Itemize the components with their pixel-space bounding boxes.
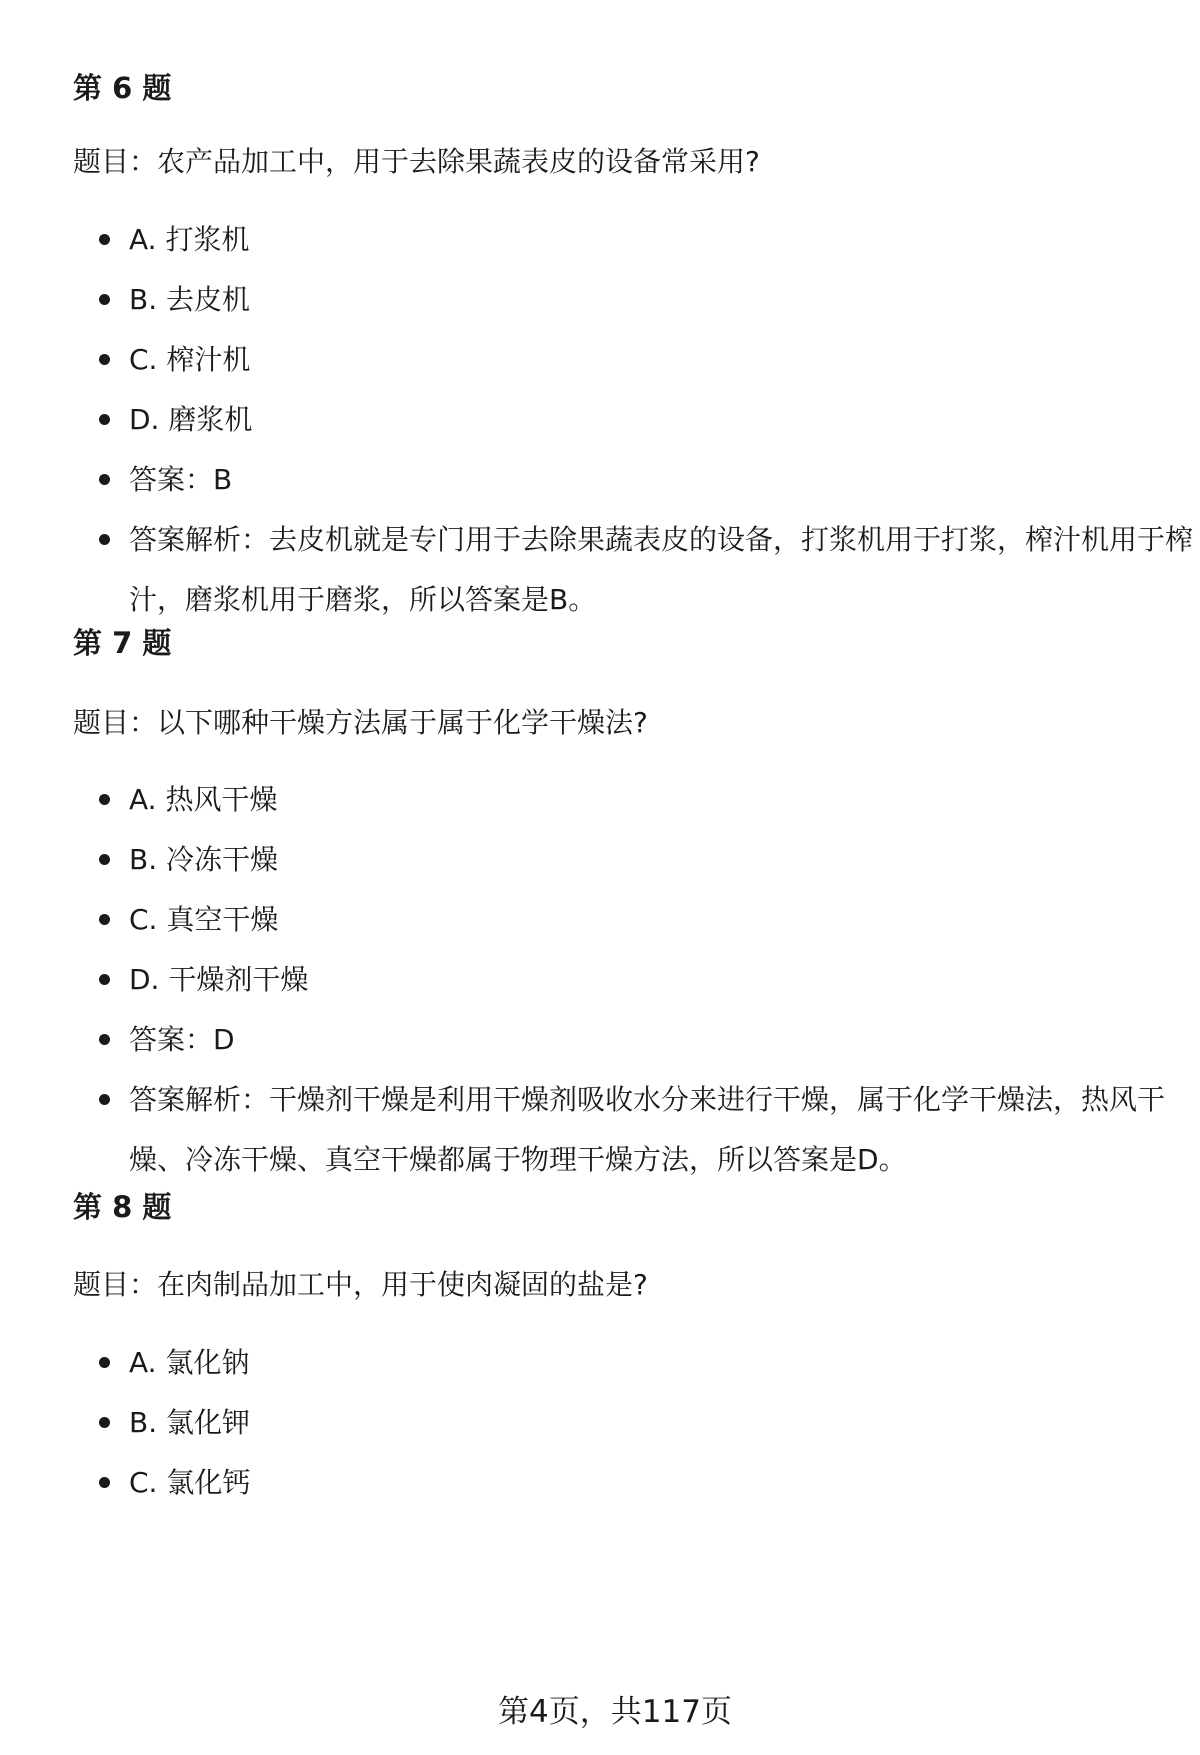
bullet-icon: [99, 354, 110, 365]
bullet-icon: [99, 1034, 110, 1045]
option-b: B. 去皮机: [73, 270, 1153, 330]
page-footer: 第4页，共117页: [498, 1694, 732, 1730]
question-8-options: [73, 1333, 1153, 1513]
question-8-heading: 第 8 题: [73, 1190, 172, 1224]
bullet-icon: [99, 534, 110, 545]
option-c: C. 真空干燥: [73, 890, 1153, 950]
option-c: C. 榨汁机: [73, 330, 1153, 390]
option-b: B. 冷冻干燥: [73, 830, 1153, 890]
bullet-icon: [99, 474, 110, 485]
option-a: A. 打浆机: [73, 210, 1153, 270]
bullet-icon: [99, 1094, 110, 1105]
bullet-icon: [99, 974, 110, 985]
question-6-heading: 第 6 题: [73, 71, 172, 105]
answer: 答案：D: [73, 1010, 1153, 1070]
option-c: C. 氯化钙: [73, 1453, 1153, 1513]
question-8-stem: 题目：在肉制品加工中，用于使肉凝固的盐是?: [73, 1268, 648, 1301]
bullet-icon: [99, 1417, 110, 1428]
answer-explanation: 答案解析：干燥剂干燥是利用干燥剂吸收水分来进行干燥，属于化学干燥法，热风干燥、冷冻干燥、真空干燥都属于物理干燥方法，所以答案是D。: [73, 1070, 1200, 1190]
answer-explanation: 答案解析：去皮机就是专门用于去除果蔬表皮的设备，打浆机用于打浆，榨汁机用于榨汁，磨浆机用于磨浆，所以答案是B。: [73, 510, 1200, 630]
question-7-heading: 第 7 题: [73, 626, 172, 660]
option-a: A. 热风干燥: [73, 770, 1153, 830]
question-7-options: [73, 770, 1166, 1190]
answer: 答案：B: [73, 450, 1153, 510]
bullet-icon: [99, 914, 110, 925]
option-d: D. 磨浆机: [73, 390, 1153, 450]
bullet-icon: [99, 414, 110, 425]
option-a: A. 氯化钠: [73, 1333, 1153, 1393]
question-6-options: [73, 210, 1194, 630]
option-d: D. 干燥剂干燥: [73, 950, 1153, 1010]
question-6-stem: 题目：农产品加工中，用于去除果蔬表皮的设备常采用?: [73, 145, 760, 178]
question-7-stem: 题目：以下哪种干燥方法属于属于化学干燥法?: [73, 706, 648, 739]
bullet-icon: [99, 854, 110, 865]
option-b: B. 氯化钾: [73, 1393, 1153, 1453]
bullet-icon: [99, 794, 110, 805]
bullet-icon: [99, 1357, 110, 1368]
bullet-icon: [99, 234, 110, 245]
bullet-icon: [99, 1477, 110, 1488]
bullet-icon: [99, 294, 110, 305]
